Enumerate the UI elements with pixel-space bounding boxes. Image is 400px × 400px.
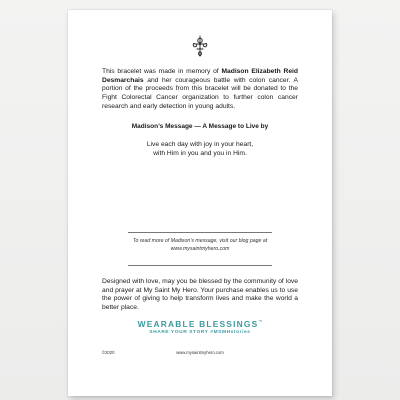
message-title: Madison’s Message — A Message to Live by xyxy=(131,123,269,130)
brand-name: WEARABLE BLESSINGS xyxy=(137,319,259,329)
trademark-mark: ™ xyxy=(258,319,263,324)
intro-text-start: This bracelet was made in memory of xyxy=(102,68,222,75)
message-card xyxy=(68,10,332,396)
brand-title xyxy=(68,319,332,329)
memorial-paragraph xyxy=(102,68,298,112)
message-line-1: Live each day with joy in your heart, xyxy=(146,141,254,148)
copyright-text: ©2020 xyxy=(102,350,115,355)
honoree-name: Madison Elizabeth Reid Desmarchais xyxy=(102,68,298,84)
intro-text-end: and her courageous battle with colon cancer. A portion of the proceeds from this bracelet will be donated to the Fight Colorectal Cancer organization to further colon cancer research and early detection in young adults. xyxy=(102,76,298,110)
divider-bottom xyxy=(128,265,272,266)
website-url: www.mysaintmyhero.com xyxy=(176,350,224,355)
closing-paragraph: Designed with love, may you be blessed by the community of love and prayer at My Saint My Hero. Your purchase enables us to use the power of giving to help transform lives and make the world a better place. xyxy=(102,278,298,312)
fleur-cross-icon xyxy=(192,35,208,57)
read-more-note: To read more of Madison’s message, visit our blog page at www.mysaintmyhero.com xyxy=(132,238,268,252)
divider-top xyxy=(128,232,272,233)
brand-tagline: SHARE YOUR STORY #MSMHstories xyxy=(149,330,251,335)
message-line-2: with Him in you and you in Him. xyxy=(153,150,247,157)
